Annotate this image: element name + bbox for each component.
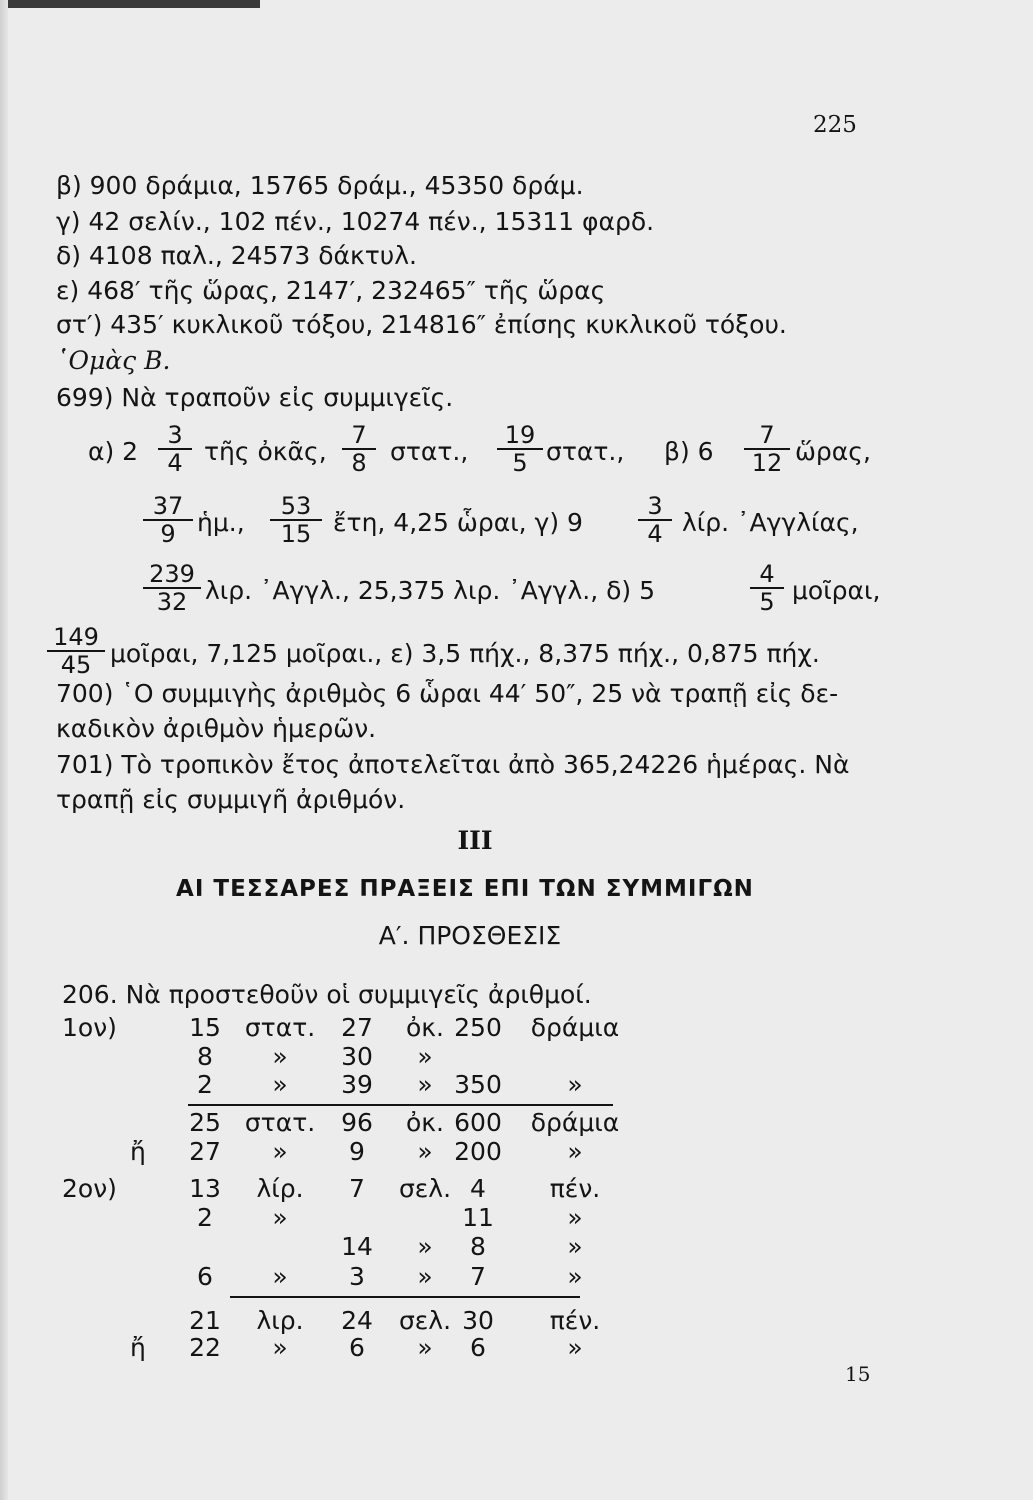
table1-sum-cell: 600 <box>454 1108 502 1137</box>
table1-row-cell: » <box>272 1042 288 1071</box>
table1-row-cell: 30 <box>341 1042 373 1071</box>
table1-row-cell: στατ. <box>244 1013 316 1042</box>
fraction: 3 4 <box>638 493 672 547</box>
table2-row-cell: 7 <box>349 1174 365 1203</box>
item-alpha-label: α) 2 <box>88 437 139 466</box>
answer-line-delta: δ) 4108 παλ., 24573 δάκτυλ. <box>56 241 417 270</box>
table2-row-cell: 2 <box>197 1203 213 1232</box>
table2-alt-cell: » <box>417 1333 433 1362</box>
table2-row-cell: » <box>567 1232 583 1261</box>
table2-row-cell: » <box>272 1262 288 1291</box>
table1-alt-label: ἤ <box>130 1137 146 1166</box>
table1-alt-cell: 27 <box>189 1137 221 1166</box>
fraction-text: ἔτη, 4,25 ὧραι, γ) 9 <box>333 508 583 537</box>
fraction-text: στατ., <box>390 437 469 466</box>
table2-sum-cell: σελ. <box>398 1306 452 1335</box>
table1-alt-cell: » <box>567 1137 583 1166</box>
exercise-700-cont: καδικὸν ἀριθμὸν ἡμερῶν. <box>56 714 377 743</box>
table2-row-cell: 6 <box>197 1262 213 1291</box>
table2-sum-cell: 30 <box>462 1306 494 1335</box>
table2-row-cell: 14 <box>341 1232 373 1261</box>
table2-row-cell: » <box>272 1203 288 1232</box>
fraction: 19 5 <box>497 422 543 476</box>
table2-row-cell: » <box>567 1262 583 1291</box>
table1-sum-cell: 96 <box>341 1108 373 1137</box>
signature-mark: 15 <box>845 1362 871 1386</box>
table2-row-cell: 7 <box>470 1262 486 1291</box>
table2-row-cell: » <box>417 1232 433 1261</box>
table1-row-cell: 39 <box>341 1070 373 1099</box>
fraction: 7 12 <box>744 422 790 476</box>
exercise-699: 699) Νὰ τραποῦν εἰς συμμιγεῖς. <box>56 383 454 412</box>
table1-sum-cell: δράμια <box>530 1108 620 1137</box>
table2-row-cell: 8 <box>470 1232 486 1261</box>
answer-line-gamma: γ) 42 σελίν., 102 πέν., 10274 πέν., 15311 φαρδ. <box>56 207 655 236</box>
exercise-700: 700) ῾Ο συμμιγὴς ἀριθμὸς 6 ὧραι 44′ 50″, 25 νὰ τραπῇ εἰς δε- <box>56 679 839 708</box>
table1-row-cell: 250 <box>454 1013 502 1042</box>
table2-sum-cell: πέν. <box>549 1306 601 1335</box>
fraction-text: στατ., <box>546 437 625 466</box>
table1-row-cell: 2 <box>197 1070 213 1099</box>
table2-sum-cell: 24 <box>341 1306 373 1335</box>
table2-sum-cell: 21 <box>189 1306 221 1335</box>
table2-row-cell: πέν. <box>549 1174 601 1203</box>
fraction-text: ἡμ., <box>197 508 245 537</box>
answer-line-epsilon: ε) 468′ τῆς ὥρας, 2147′, 232465″ τῆς ὥρας <box>56 276 606 305</box>
answer-line-beta: β) 900 δράμια, 15765 δράμ., 45350 δράμ. <box>56 171 584 200</box>
table1-alt-cell: » <box>417 1137 433 1166</box>
exercise-701: 701) Τὸ τροπικὸν ἔτος ἀποτελεῖται ἀπὸ 365,24226 ἡμέρας. Νὰ <box>56 750 850 779</box>
table2-alt-label: ἤ <box>130 1333 146 1362</box>
table2-alt-cell: 6 <box>470 1333 486 1362</box>
table1-sum-cell: ὀκ. <box>406 1108 444 1137</box>
table1-row-cell: 27 <box>341 1013 373 1042</box>
table1-sum-cell: 25 <box>189 1108 221 1137</box>
table1-label: 1ον) <box>62 1013 117 1042</box>
table1-alt-cell: » <box>272 1137 288 1166</box>
table1-row-cell: » <box>272 1070 288 1099</box>
table2-row-cell: σελ. <box>398 1174 452 1203</box>
sum-rule <box>230 1296 580 1298</box>
table2-alt-cell: 6 <box>349 1333 365 1362</box>
fraction: 37 9 <box>143 493 193 547</box>
fraction-text: λιρ. ᾿Αγγλ., 25,375 λιρ. ᾿Αγγλ., δ) 5 <box>205 576 656 605</box>
fraction: 239 32 <box>143 561 201 615</box>
fraction-text: μοῖραι, 7,125 μοῖραι., ε) 3,5 πήχ., 8,375 πήχ., 0,875 πήχ. <box>110 639 820 668</box>
fraction: 7 8 <box>342 422 376 476</box>
table2-label: 2ον) <box>62 1174 117 1203</box>
table1-row-cell: » <box>567 1070 583 1099</box>
page-number: 225 <box>813 112 857 138</box>
table2-row-cell: » <box>417 1262 433 1291</box>
fraction-text: λίρ. ᾿Αγγλίας, <box>682 508 859 537</box>
item-beta-label: β) 6 <box>664 437 714 466</box>
table1-row-cell: 350 <box>454 1070 502 1099</box>
fraction-text: μοῖραι, <box>792 576 881 605</box>
section-number: III <box>457 826 493 855</box>
table1-alt-cell: 9 <box>349 1137 365 1166</box>
table1-row-cell: ὀκ. <box>406 1013 444 1042</box>
table2-row-cell: λίρ. <box>256 1174 304 1203</box>
exercise-206: 206. Νὰ προστεθοῦν οἱ συμμιγεῖς ἀριθμοί. <box>62 980 592 1009</box>
group-heading: ῾Ομὰς Β. <box>56 346 171 375</box>
table1-sum-cell: στατ. <box>244 1108 316 1137</box>
sum-rule <box>188 1104 613 1106</box>
table2-row-cell: 13 <box>189 1174 221 1203</box>
table2-row-cell: 4 <box>470 1174 486 1203</box>
exercise-701-cont: τραπῇ εἰς συμμιγῆ ἀριθμόν. <box>56 785 406 814</box>
table1-row-cell: δράμια <box>530 1013 620 1042</box>
subsection-title: Α′. ΠΡΟΣΘΕΣΙΣ <box>378 921 562 950</box>
fraction-text: ὥρας, <box>795 437 871 466</box>
table1-alt-cell: 200 <box>454 1137 502 1166</box>
answer-line-stigma: στ′) 435′ κυκλικοῦ τόξου, 214816″ ἐπίσης κυκλικοῦ τόξου. <box>56 310 787 339</box>
table2-row-cell: » <box>567 1203 583 1232</box>
table2-alt-cell: » <box>567 1333 583 1362</box>
fraction: 53 15 <box>270 493 322 547</box>
fraction: 3 4 <box>158 422 192 476</box>
table1-row-cell: » <box>417 1042 433 1071</box>
table2-alt-cell: 22 <box>189 1333 221 1362</box>
table2-alt-cell: » <box>272 1333 288 1362</box>
table2-sum-cell: λιρ. <box>256 1306 304 1335</box>
table1-row-cell: 8 <box>197 1042 213 1071</box>
table1-row-cell: » <box>417 1070 433 1099</box>
fraction-text: τῆς ὀκᾶς, <box>204 437 327 466</box>
fraction: 4 5 <box>750 561 784 615</box>
scan-edge-left <box>0 0 8 1500</box>
table2-row-cell: 3 <box>349 1262 365 1291</box>
scan-edge-top <box>0 0 260 8</box>
table1-row-cell: 15 <box>189 1013 221 1042</box>
fraction: 149 45 <box>47 624 105 678</box>
table2-row-cell: 11 <box>462 1203 494 1232</box>
section-title: ΑΙ ΤΕΣΣΑΡΕΣ ΠΡΑΞΕΙΣ ΕΠΙ ΤΩΝ ΣΥΜΜΙΓΩΝ <box>176 876 754 902</box>
